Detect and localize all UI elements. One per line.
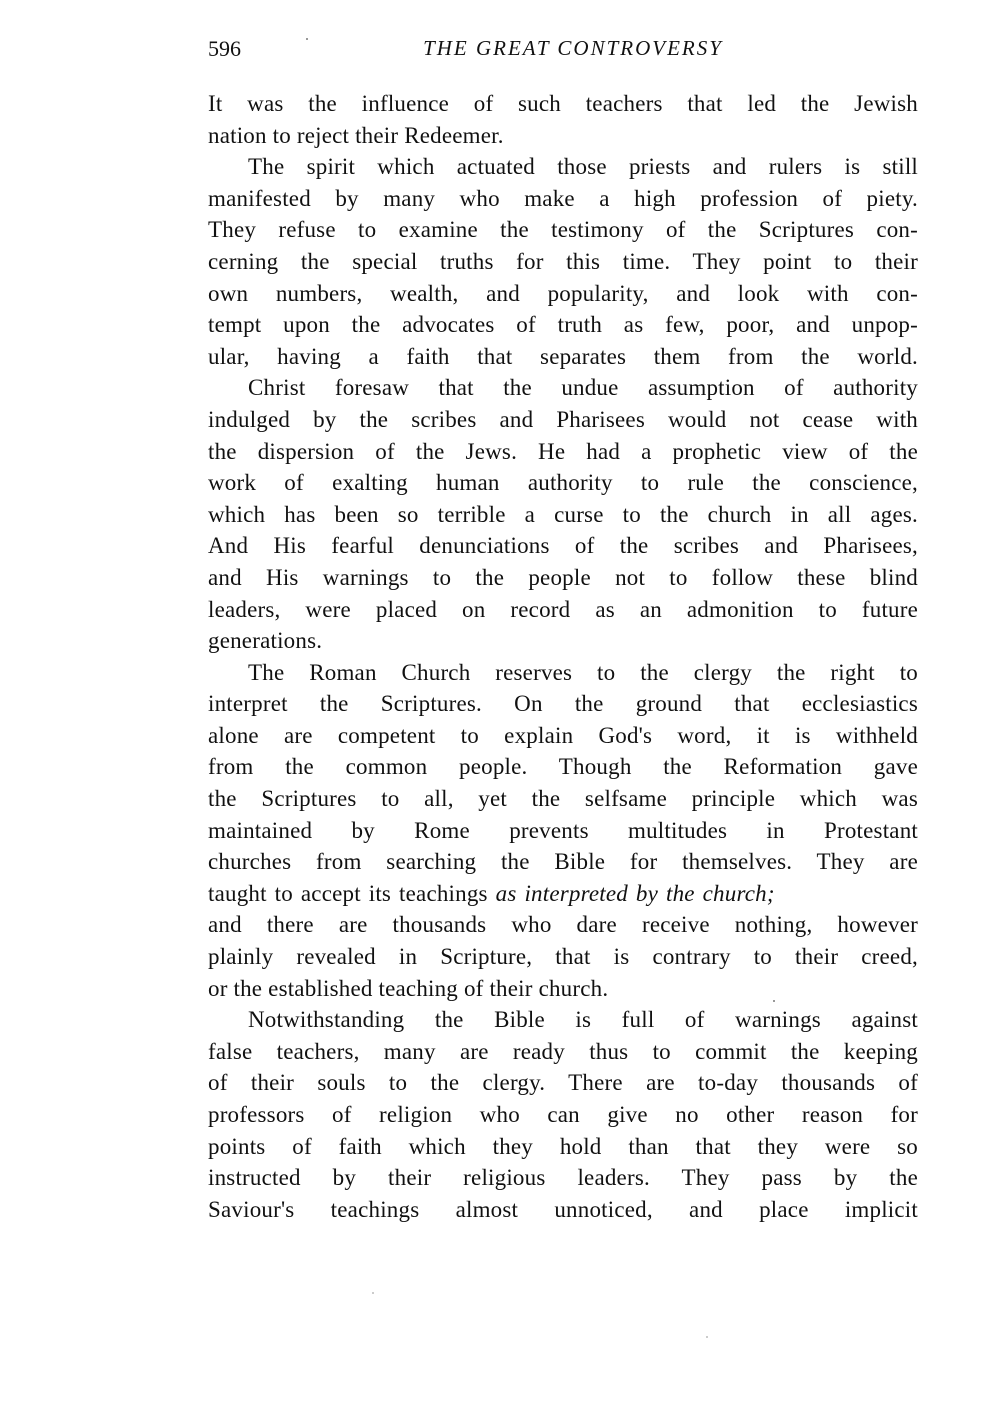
- text-line: indulged by the scribes and Pharisees would not cease with: [208, 406, 918, 432]
- text-line: cerning the special truths for this time. They point to their: [208, 248, 918, 274]
- text-line: ular, having a faith that separates them from the world.: [208, 343, 918, 369]
- text-line: the dispersion of the Jews. He had a prophetic view of the: [208, 438, 918, 464]
- text-line: maintained by Rome prevents multitudes in Protestant: [208, 817, 918, 843]
- body-text: [208, 88, 918, 1225]
- text-line: generations.: [208, 628, 323, 654]
- text-line: The spirit which actuated those priests and rulers is still: [248, 154, 918, 180]
- paragraph: [208, 88, 918, 151]
- text-line: tempt upon the advocates of truth as few, poor, and unpop-: [208, 312, 918, 338]
- text-line: work of exalting human authority to rule the conscience,: [208, 470, 918, 496]
- paragraph: [208, 657, 918, 1005]
- text-line: interpret the Scriptures. On the ground that ecclesiastics: [208, 691, 918, 717]
- text-line: own numbers, wealth, and popularity, and look with con-: [208, 280, 918, 306]
- text-line: manifested by many who make a high profession of piety.: [208, 185, 918, 211]
- text-line: the Scriptures to all, yet the selfsame principle which was: [208, 786, 918, 812]
- paragraph: [208, 151, 918, 372]
- page-header: [208, 36, 918, 68]
- text-line: nation to reject their Redeemer.: [208, 122, 504, 148]
- text-line: from the common people. Though the Reformation gave: [208, 754, 918, 780]
- text-line: And His fearful denunciations of the scribes and Pharisees,: [208, 533, 918, 559]
- text-line: plainly revealed in Scripture, that is contrary to their creed,: [208, 944, 918, 970]
- text-line: or the established teaching of their church.: [208, 975, 609, 1001]
- text-segment: taught to accept its teachings: [208, 880, 496, 906]
- running-title: THE GREAT CONTROVERSY: [423, 36, 723, 60]
- italic-phrase: as interpreted by the church;: [495, 880, 775, 906]
- text-line: It was the influence of such teachers that led the Jewish: [208, 91, 918, 116]
- text-line: Saviour's teachings almost unnoticed, and place implicit: [208, 1196, 918, 1222]
- scan-speck: [372, 1292, 374, 1294]
- scan-speck: [306, 38, 308, 40]
- text-line: points of faith which they hold than that they were so: [208, 1133, 918, 1159]
- text-line: of their souls to the clergy. There are to-day thousands of: [208, 1070, 918, 1096]
- text-line: leaders, were placed on record as an admonition to future: [208, 596, 918, 622]
- scan-speck: [706, 1336, 708, 1338]
- text-line: and there are thousands who dare receive nothing, however: [208, 912, 918, 938]
- paragraph: [208, 1004, 918, 1225]
- scan-speck: [773, 1000, 775, 1002]
- page-number: 596: [208, 36, 241, 61]
- text-line: churches from searching the Bible for themselves. They are: [208, 849, 918, 875]
- text-line: which has been so terrible a curse to the church in all ages.: [208, 501, 918, 527]
- text-line: false teachers, many are ready thus to commit the keeping: [208, 1038, 918, 1064]
- paragraph: [208, 372, 918, 656]
- text-line: instructed by their religious leaders. They pass by the: [208, 1165, 918, 1191]
- text-line: professors of religion who can give no other reason for: [208, 1102, 918, 1127]
- text-line: They refuse to examine the testimony of the Scriptures con-: [208, 217, 918, 243]
- text-line: and His warnings to the people not to follow these blind: [208, 564, 918, 590]
- text-line: alone are competent to explain God's word, it is withheld: [208, 722, 918, 748]
- text-line: Christ foresaw that the undue assumption of authority: [248, 375, 918, 401]
- text-line-with-italic: [208, 878, 918, 910]
- text-line: Notwithstanding the Bible is full of warnings against: [248, 1007, 918, 1033]
- text-line: The Roman Church reserves to the clergy the right to: [248, 659, 918, 685]
